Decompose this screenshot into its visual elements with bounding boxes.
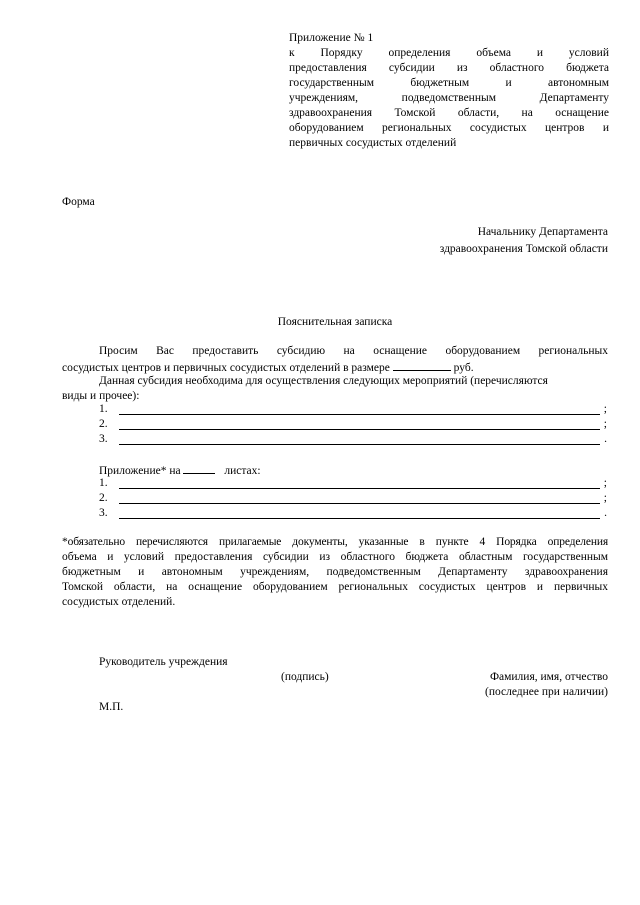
stamp-placeholder: М.П. bbox=[99, 701, 124, 713]
list-item[interactable] bbox=[99, 417, 607, 432]
body-text: сосудистых центров и первичных сосудистых отделений в размере bbox=[62, 362, 390, 374]
document-title: Пояснительная записка bbox=[277, 316, 393, 328]
body-paragraph-line: Просим Вас предоставить субсидию на оснащение оборудованием региональных bbox=[99, 345, 608, 357]
name-note: (последнее при наличии) bbox=[484, 686, 608, 698]
list-item[interactable] bbox=[99, 491, 607, 506]
addressee bbox=[308, 225, 608, 257]
appendix-header bbox=[289, 31, 609, 151]
list-number: 2. bbox=[99, 418, 108, 430]
list-number: 1. bbox=[99, 403, 108, 415]
attachment-label: Приложение* на bbox=[99, 465, 181, 477]
list-number: 3. bbox=[99, 507, 108, 519]
name-caption: Фамилия, имя, отчество bbox=[489, 671, 608, 683]
head-label: Руководитель учреждения bbox=[99, 656, 228, 668]
addressee-line: здравоохранения Томской области bbox=[439, 243, 608, 255]
list-number: 1. bbox=[99, 477, 108, 489]
list-item[interactable] bbox=[99, 432, 607, 447]
fill-in-line[interactable] bbox=[119, 488, 600, 489]
form-label: Форма bbox=[62, 196, 95, 208]
body-paragraph-line: виды и прочее): bbox=[62, 390, 140, 402]
addressee-line: Начальнику Департамента bbox=[477, 226, 608, 238]
footnote-line: *обязательно перечисляются прилагаемые документы, указанные в пункте 4 Порядка определения bbox=[62, 536, 608, 548]
footnote-line: Томской области, на оснащение оборудованием региональных сосудистых центров и первичных bbox=[62, 581, 608, 593]
list-item[interactable] bbox=[99, 402, 607, 417]
sheets-count-blank[interactable] bbox=[183, 462, 215, 474]
body-paragraph-line: Данная субсидия необходима для осуществления следующих мероприятий (перечисляются bbox=[99, 375, 548, 387]
fill-in-line[interactable] bbox=[119, 503, 600, 504]
list-punctuation: ; bbox=[603, 492, 607, 504]
fill-in-line[interactable] bbox=[119, 414, 600, 415]
attachment-label-end: листах: bbox=[224, 465, 261, 477]
appendix-text-line: учреждениям, подведомственным Департаменту bbox=[289, 92, 609, 104]
list-punctuation: . bbox=[604, 433, 607, 445]
appendix-text-line: государственным бюджетным и автономным bbox=[289, 77, 609, 89]
appendix-text-line: предоставления субсидии из областного бюджета bbox=[289, 62, 609, 74]
appendix-text-line: здравоохранения Томской области, на оснащение bbox=[289, 107, 609, 119]
footnote-line: бюджетным и автономным учреждениям, подведомственным Департаменту здравоохранения bbox=[62, 566, 608, 578]
list-punctuation: ; bbox=[603, 477, 607, 489]
signature-caption: (подпись) bbox=[281, 671, 329, 683]
footnote-line: объема и условий предоставления субсидии из областного бюджета областным государственным bbox=[62, 551, 608, 563]
appendix-text-line: оборудованием региональных сосудистых центров и bbox=[289, 122, 609, 134]
list-item[interactable] bbox=[99, 506, 607, 521]
amount-blank[interactable] bbox=[393, 359, 451, 371]
list-punctuation: . bbox=[604, 507, 607, 519]
list-number: 3. bbox=[99, 433, 108, 445]
appendix-text-line: первичных сосудистых отделений bbox=[289, 137, 457, 149]
fill-in-line[interactable] bbox=[119, 429, 600, 430]
appendix-text-line: к Порядку определения объема и условий bbox=[289, 47, 609, 59]
list-item[interactable] bbox=[99, 476, 607, 491]
appendix-title: Приложение № 1 bbox=[289, 32, 374, 44]
list-punctuation: ; bbox=[603, 418, 607, 430]
fill-in-line[interactable] bbox=[119, 444, 600, 445]
currency-label: руб. bbox=[453, 362, 474, 374]
footnote bbox=[62, 535, 608, 610]
list-punctuation: ; bbox=[603, 403, 607, 415]
fill-in-line[interactable] bbox=[119, 518, 600, 519]
footnote-line: сосудистых отделений. bbox=[62, 596, 176, 608]
list-number: 2. bbox=[99, 492, 108, 504]
